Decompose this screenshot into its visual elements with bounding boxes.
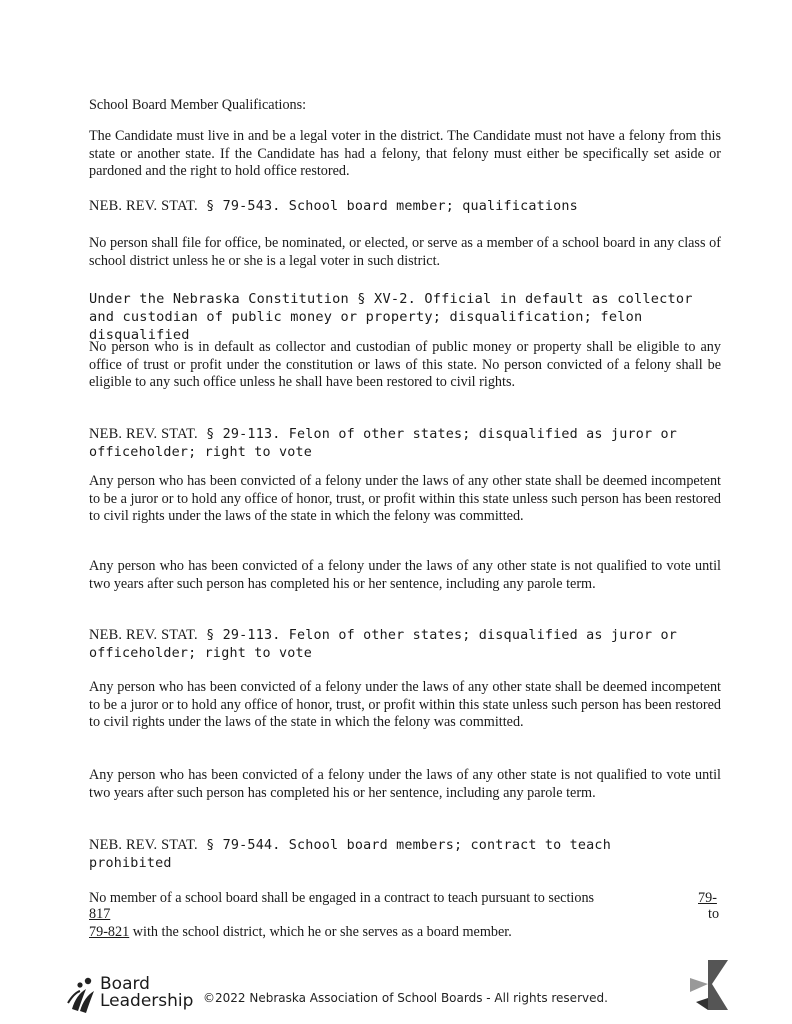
statute-heading-29-113: [89, 425, 721, 462]
statute-paragraph: Any person who has been convicted of a felony under the laws of any other state shall be deemed incompetent to be a juror or to hold any office of honor, trust, or profit within this state unless such person has been restored to civil rights under the laws of the state in which the felony was committed.: [89, 679, 721, 730]
statute-paragraph: No person who is in default as collector and custodian of public money or property shall be eligible to any office of trust or profit under the constitution or laws of this state. No person convicted of a felony shall be eligible to any such office unless he shall have been restored to civil rights.: [89, 339, 721, 390]
nasb-logo-mark-icon: [686, 958, 730, 1012]
range-to-word: to: [708, 906, 720, 922]
statute-paragraph: Any person who has been convicted of a felony under the laws of any other state is not qualified to vote until two years after such person has completed his or her sentence, including any parole term.: [89, 767, 721, 801]
logo-text-leadership: Leadership: [100, 991, 194, 1011]
statute-heading-79-543: [89, 197, 721, 216]
logo-text-board: Board: [100, 974, 150, 994]
statute-paragraph: No person shall file for office, be nominated, or elected, or serve as a member of a school board in any class of school district unless he or she is a legal voter in such district.: [89, 235, 721, 269]
footer-copyright: ©2022 Nebraska Association of School Boards - All rights reserved.: [203, 991, 608, 1005]
statute-paragraph: Any person who has been convicted of a felony under the laws of any other state shall be deemed incompetent to be a juror or to hold any office of honor, trust, or profit within this state unless such person has been restored to civil rights under the laws of the state in which the felony was committed.: [89, 473, 721, 524]
board-leadership-logo: [66, 975, 216, 1015]
statute-title: § 29-113. Felon of other states; disqualified as juror or officeholder; right to vote: [89, 628, 678, 661]
section-link-79-821[interactable]: 79-821: [89, 924, 130, 940]
statute-cite: NEB. REV. STAT.: [89, 627, 198, 643]
statute-cite: NEB. REV. STAT.: [89, 837, 198, 853]
statute-heading-79-544: [89, 836, 689, 873]
statute-paragraph: Any person who has been convicted of a felony under the laws of any other state is not qualified to vote until two years after such person has completed his or her sentence, including any parole term.: [89, 558, 721, 592]
intro-paragraph: The Candidate must live in and be a legal voter in the district. The Candidate must not have a felony from this state or another state. If the Candidate has had a felony, that felony must either be specifically set aside or pardoned and the right to hold office restored.: [89, 128, 721, 179]
section-link-79-817[interactable]: 79-: [698, 890, 717, 906]
section-link-79-817-cont[interactable]: 817: [89, 906, 111, 922]
statute-heading-29-113-repeat: [89, 626, 721, 663]
statute-title: § 79-543. School board member; qualifications: [206, 199, 578, 214]
constitution-heading-xv-2: Under the Nebraska Constitution § XV-2. Official in default as collector and custodian of public money or property; disqualification; felon disqualified: [89, 291, 693, 343]
final-paragraph-lead: No member of a school board shall be engaged in a contract to teach pursuant to sections: [89, 890, 595, 906]
statute-title: § 29-113. Felon of other states; disqualified as juror or officeholder; right to vote: [89, 427, 678, 460]
people-figure-icon: [66, 975, 100, 1015]
final-paragraph-tail: [89, 924, 512, 941]
statute-title: § 79-544. School board members; contract to teach prohibited: [89, 838, 611, 871]
final-tail-text: with the school district, which he or she serves as a board member.: [129, 924, 512, 940]
intro-heading: School Board Member Qualifications:: [89, 97, 307, 113]
statute-cite: NEB. REV. STAT.: [89, 198, 198, 214]
statute-cite: NEB. REV. STAT.: [89, 426, 198, 442]
